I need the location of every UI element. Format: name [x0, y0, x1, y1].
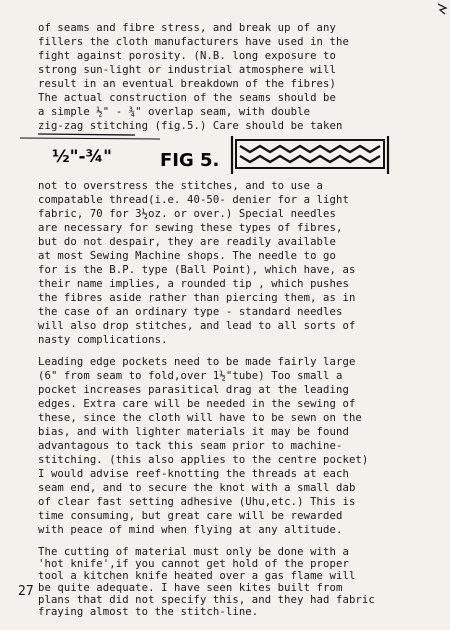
text-line: of clear fast setting adhesive (Uhu,etc.) This is: [38, 496, 356, 508]
text-line: fraying almost to the stitch-line.: [38, 606, 259, 618]
text-line: but do not despair, they are readily available: [38, 236, 336, 248]
page-number: 27: [18, 584, 34, 599]
text-line: fight against porosity. (N.B. long exposure to: [38, 50, 336, 62]
text-line: advantagous to tack this seam prior to machine-: [38, 440, 343, 452]
text-line: plans that did not specify this, and they had fabric: [38, 594, 375, 606]
text-line: I would advise reef-knotting the threads at each: [38, 468, 349, 480]
text-line: edges. Extra care will be needed in the sewing of: [38, 398, 356, 410]
text-line: The cutting of material must only be done with a: [38, 546, 349, 558]
text-line: their name implies, a rounded tip , which pushes: [38, 278, 349, 290]
text-line: nasty complications.: [38, 334, 168, 346]
text-line: (6" from seam to fold,over 1½"tube) Too small a: [38, 370, 343, 382]
underline-stroke: [38, 134, 135, 135]
text-line: strong sun-light or industrial atmosphere will: [38, 64, 336, 76]
text-line: are necessary for sewing these types of fibres,: [38, 222, 343, 234]
text-line: of seams and fibre stress, and break up of any: [38, 22, 336, 34]
underline-stroke: [20, 138, 160, 139]
text-line: for is the B.P. type (Ball Point), which have, as: [38, 264, 356, 276]
text-line: tool a kitchen knife heated over a gas flame will: [38, 570, 356, 582]
corner-mark-icon: [436, 2, 448, 16]
text-line: fabric, 70 for 3½oz. or over.) Special needles: [38, 208, 336, 220]
text-line: the fibres aside rather than piercing them, as in: [38, 292, 356, 304]
text-line: not to overstress the stitches, and to use a: [38, 180, 324, 192]
handwritten-fig-label: FIG 5.: [160, 150, 220, 171]
text-line: time consuming, but great care will be rewarded: [38, 510, 343, 522]
text-line: the case of an ordinary type - standard needles: [38, 306, 343, 318]
seam-diagram: [232, 136, 388, 174]
text-line: zig-zag stitching (fig.5.) Care should be taken: [38, 120, 343, 132]
text-line: compatable thread(i.e. 40-50- denier for a light: [38, 194, 349, 206]
figure-5-sketch: [0, 128, 450, 178]
text-line: will also drop stitches, and lead to all sorts of: [38, 320, 356, 332]
text-line: at most Sewing Machine shops. The needle to go: [38, 250, 336, 262]
handwritten-dimension: ½"-¾": [52, 147, 112, 167]
text-line: Leading edge pockets need to be made fairly large: [38, 356, 356, 368]
text-line: these, since the cloth will have to be sewn on the: [38, 412, 362, 424]
text-line: pocket increases parasitical drag at the leading: [38, 384, 349, 396]
text-line: stitching. (this also applies to the centre pocket): [38, 454, 369, 466]
zigzag-stitch-bottom: [240, 156, 380, 162]
text-line: a simple ½" - ¾" overlap seam, with double: [38, 106, 311, 118]
text-line: with peace of mind when flying at any altitude.: [38, 524, 343, 536]
text-line: 'hot knife',if you cannot get hold of the proper: [38, 558, 349, 570]
text-line: result in an eventual breakdown of the fibres): [38, 78, 336, 90]
text-line: bias, and with lighter materials it may be found: [38, 426, 349, 438]
text-line: The actual construction of the seams should be: [38, 92, 336, 104]
text-line: seam end, and to secure the knot with a small dab: [38, 482, 356, 494]
zigzag-stitch-top: [240, 146, 380, 152]
text-line: fillers the cloth manufacturers have used in the: [38, 36, 349, 48]
text-line: be quite adequate. I have seen kites built from: [38, 582, 343, 594]
